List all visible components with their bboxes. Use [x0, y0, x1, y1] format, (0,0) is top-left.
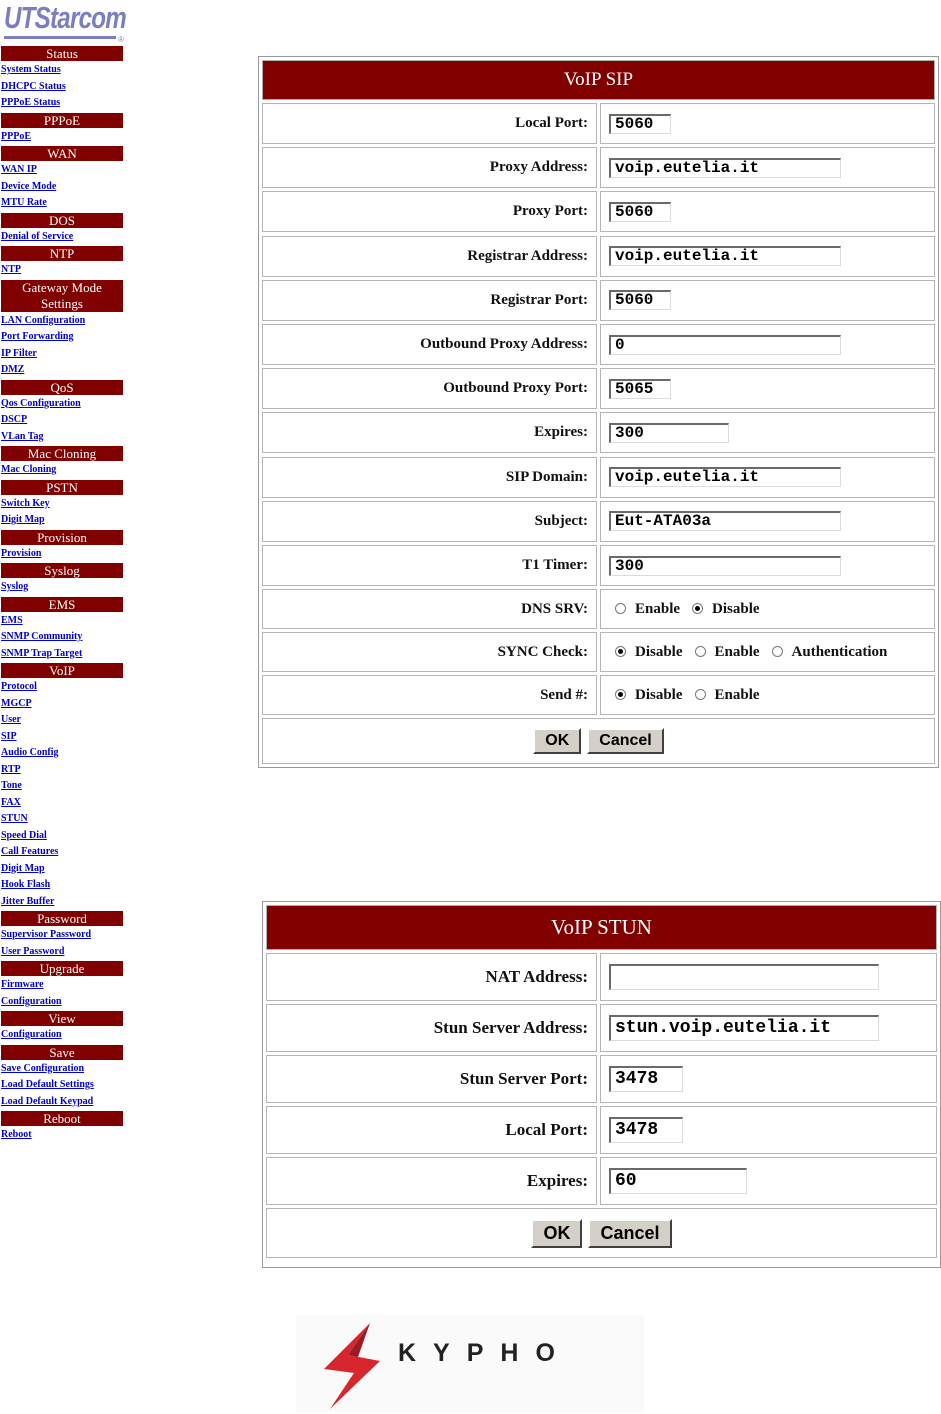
sidebar-link-wan-ip[interactable]: WAN IP: [1, 164, 37, 175]
sidebar-section-password: Password: [1, 911, 123, 926]
radio-unchecked-icon[interactable]: [772, 646, 783, 657]
sidebar-link-hook-flash[interactable]: Hook Flash: [1, 879, 51, 890]
stun-input-nat-address[interactable]: [609, 964, 879, 990]
stun-button-cell: [266, 1208, 937, 1258]
registered-mark: ®: [118, 35, 124, 44]
sidebar-link-protocol[interactable]: Protocol: [1, 681, 37, 692]
brand-name: UTStarcom: [4, 0, 126, 35]
sip-input-sip-domain[interactable]: voip.eutelia.it: [609, 467, 841, 487]
sidebar-link-mac-cloning[interactable]: Mac Cloning: [1, 464, 57, 475]
stun-cancel-button[interactable]: Cancel: [588, 1219, 671, 1248]
stun-value-cell: [600, 953, 937, 1001]
sidebar-section-save: Save: [1, 1045, 123, 1060]
sidebar-link-dhcpc-status[interactable]: DHCPC Status: [1, 80, 66, 92]
sidebar-section-reboot: Reboot: [1, 1111, 123, 1126]
sidebar-link-rtp[interactable]: RTP: [1, 763, 21, 775]
sip-value-cell: [600, 545, 935, 586]
sidebar-link-firmware[interactable]: Firmware: [1, 979, 44, 990]
skypho-s-mark-icon: [310, 1317, 410, 1414]
radio-option-enable[interactable]: [695, 644, 760, 661]
sip-label-sip-domain: SIP Domain:: [262, 457, 597, 498]
sidebar-section-ems: EMS: [1, 597, 123, 612]
stun-button-row: [266, 1208, 937, 1258]
sidebar-link-stun[interactable]: STUN: [1, 813, 28, 824]
sidebar-section-mac-cloning: Mac Cloning: [1, 446, 123, 461]
sip-label-local-port: Local Port:: [262, 103, 597, 144]
sip-row-t1-timer: [262, 545, 935, 586]
sip-label-subject: Subject:: [262, 501, 597, 542]
sidebar-link-mtu-rate[interactable]: MTU Rate: [1, 197, 47, 208]
stun-label-stun-server-port: Stun Server Port:: [266, 1055, 597, 1103]
sidebar-link-jitter-buffer[interactable]: Jitter Buffer: [1, 895, 55, 907]
sidebar-nav: [1, 45, 123, 1144]
sip-label-registrar-port: Registrar Port:: [262, 280, 597, 321]
radio-unchecked-icon[interactable]: [615, 603, 626, 614]
stun-label-nat-address: NAT Address:: [266, 953, 597, 1001]
stun-input-stun-server-address[interactable]: stun.voip.eutelia.it: [609, 1015, 879, 1041]
sip-value-cell: [600, 236, 935, 277]
radio-option-label: Disable: [712, 600, 760, 617]
sidebar-section-voip: VoIP: [1, 663, 123, 678]
skypho-logo: [296, 1315, 644, 1412]
sip-button-cell: [262, 718, 935, 764]
sip-row-send: [262, 675, 935, 715]
sip-row-sync-check: [262, 632, 935, 672]
sip-label-registrar-address: Registrar Address:: [262, 236, 597, 277]
sip-row-proxy-port: [262, 191, 935, 232]
sip-row-registrar-port: [262, 280, 935, 321]
sip-label-expires: Expires:: [262, 412, 597, 453]
sip-input-local-port[interactable]: 5060: [609, 114, 671, 134]
sidebar-link-port-forwarding[interactable]: Port Forwarding: [1, 331, 74, 342]
sidebar-link-digit-map[interactable]: Digit Map: [1, 514, 45, 525]
sip-row-registrar-address: [262, 236, 935, 277]
sidebar-link-configuration[interactable]: Configuration: [1, 995, 62, 1007]
sidebar-link-fax[interactable]: FAX: [1, 796, 21, 808]
voip-sip-panel: [258, 56, 939, 768]
stun-row-stun-server-address: [266, 1004, 937, 1052]
sidebar-link-switch-key[interactable]: Switch Key: [1, 497, 50, 509]
sip-label-sync-check: SYNC Check:: [262, 632, 597, 672]
radio-option-disable[interactable]: [615, 687, 683, 704]
sip-row-local-port: [262, 103, 935, 144]
sidebar-section-ntp: NTP: [1, 246, 123, 261]
sidebar-link-sip[interactable]: SIP: [1, 730, 17, 742]
stun-row-stun-server-port: [266, 1055, 937, 1103]
stun-value-cell: [600, 1004, 937, 1052]
sidebar-link-user-password[interactable]: User Password: [1, 945, 65, 957]
sip-button-row: [262, 718, 935, 764]
radio-option-label: Enable: [714, 643, 760, 660]
radio-option-disable[interactable]: [692, 601, 760, 618]
sip-value-cell: [600, 368, 935, 409]
stun-row-local-port: [266, 1106, 937, 1154]
sip-input-outbound-proxy-address[interactable]: 0: [609, 335, 841, 355]
sip-row-subject: [262, 501, 935, 542]
sip-value-cell: [600, 103, 935, 144]
radio-unchecked-icon[interactable]: [695, 689, 706, 700]
sidebar-link-digit-map[interactable]: Digit Map: [1, 862, 45, 874]
sip-ok-button[interactable]: OK: [533, 728, 581, 754]
stun-input-local-port[interactable]: 3478: [609, 1117, 683, 1143]
sidebar-link-snmp-trap-target[interactable]: SNMP Trap Target: [1, 647, 83, 659]
stun-input-stun-server-port[interactable]: 3478: [609, 1066, 683, 1092]
sidebar-section-qos: QoS: [1, 380, 123, 395]
radio-checked-icon[interactable]: [615, 689, 626, 700]
sidebar-link-ip-filter[interactable]: IP Filter: [1, 347, 37, 359]
stun-value-cell: [600, 1157, 937, 1205]
sip-value-cell: [600, 457, 935, 498]
sip-value-cell: [600, 324, 935, 365]
sidebar-section-wan: WAN: [1, 146, 123, 161]
sip-label-send: Send #:: [262, 675, 597, 715]
sip-input-outbound-proxy-port[interactable]: 5065: [609, 379, 671, 399]
sip-row-expires: [262, 412, 935, 453]
radio-option-label: Disable: [635, 686, 683, 703]
sidebar-link-vlan-tag[interactable]: VLan Tag: [1, 430, 44, 442]
skypho-wordmark: KYPHO: [398, 1339, 572, 1367]
sidebar-link-audio-config[interactable]: Audio Config: [1, 747, 59, 758]
sidebar-link-qos-configuration[interactable]: Qos Configuration: [1, 397, 81, 409]
sip-label-proxy-address: Proxy Address:: [262, 147, 597, 188]
logo-underline: [4, 36, 116, 39]
sidebar-link-speed-dial[interactable]: Speed Dial: [1, 829, 47, 841]
radio-checked-icon[interactable]: [615, 646, 626, 657]
sip-label-t1-timer: T1 Timer:: [262, 545, 597, 586]
sidebar-link-provision[interactable]: Provision: [1, 547, 42, 559]
sidebar-link-system-status[interactable]: System Status: [1, 64, 61, 75]
utstarcom-logo: [4, 2, 124, 44]
sip-cancel-button[interactable]: Cancel: [587, 728, 663, 754]
sip-input-t1-timer[interactable]: 300: [609, 556, 841, 576]
stun-row-expires: [266, 1157, 937, 1205]
sidebar-link-reboot[interactable]: Reboot: [1, 1129, 32, 1140]
sip-value-cell: [600, 147, 935, 188]
sidebar-link-configuration[interactable]: Configuration: [1, 1029, 62, 1040]
sip-input-proxy-address[interactable]: voip.eutelia.it: [609, 158, 841, 178]
radio-option-label: Authentication: [791, 643, 888, 660]
sidebar-section-view: View: [1, 1011, 123, 1026]
stun-row-nat-address: [266, 953, 937, 1001]
sidebar-link-device-mode[interactable]: Device Mode: [1, 180, 57, 192]
sip-input-registrar-port[interactable]: 5060: [609, 290, 671, 310]
sidebar-link-user[interactable]: User: [1, 714, 21, 725]
sidebar-section-upgrade: Upgrade: [1, 961, 123, 976]
sip-input-registrar-address[interactable]: voip.eutelia.it: [609, 246, 841, 266]
sidebar-link-snmp-community[interactable]: SNMP Community: [1, 631, 83, 642]
sidebar-link-call-features[interactable]: Call Features: [1, 846, 59, 857]
sidebar-section-gateway-mode-settings: Gateway Mode Settings: [1, 280, 123, 312]
stun-ok-button[interactable]: OK: [531, 1219, 582, 1248]
sidebar-link-lan-configuration[interactable]: LAN Configuration: [1, 314, 86, 326]
sip-label-outbound-proxy-address: Outbound Proxy Address:: [262, 324, 597, 365]
sidebar-link-pppoe-status[interactable]: PPPoE Status: [1, 97, 61, 108]
sidebar-link-denial-of-service[interactable]: Denial of Service: [1, 230, 74, 242]
sip-value-cell: [600, 501, 935, 542]
sip-row-outbound-proxy-port: [262, 368, 935, 409]
radio-option-authentication[interactable]: [772, 644, 888, 661]
stun-label-expires: Expires:: [266, 1157, 597, 1205]
sidebar-link-ems[interactable]: EMS: [1, 614, 23, 626]
sip-row-dns-srv: [262, 589, 935, 629]
sidebar-link-dscp[interactable]: DSCP: [1, 414, 28, 425]
sip-row-sip-domain: [262, 457, 935, 498]
sip-row-proxy-address: [262, 147, 935, 188]
sip-input-subject[interactable]: Eut-ATA03a: [609, 511, 841, 531]
sidebar-section-pppoe: PPPoE: [1, 113, 123, 128]
stun-value-cell: [600, 1106, 937, 1154]
sidebar-section-dos: DOS: [1, 213, 123, 228]
sip-radio-cell-sync-check: [600, 632, 935, 672]
sip-label-outbound-proxy-port: Outbound Proxy Port:: [262, 368, 597, 409]
sip-label-proxy-port: Proxy Port:: [262, 191, 597, 232]
stun-label-local-port: Local Port:: [266, 1106, 597, 1154]
sidebar-link-tone[interactable]: Tone: [1, 780, 22, 791]
radio-option-disable[interactable]: [615, 644, 683, 661]
sidebar-section-syslog: Syslog: [1, 563, 123, 578]
sidebar-section-pstn: PSTN: [1, 480, 123, 495]
sip-input-proxy-port[interactable]: 5060: [609, 202, 671, 222]
sidebar-link-supervisor-password[interactable]: Supervisor Password: [1, 929, 92, 940]
sip-row-outbound-proxy-address: [262, 324, 935, 365]
voip-stun-panel: [262, 901, 941, 1268]
sip-label-dns-srv: DNS SRV:: [262, 589, 597, 629]
sidebar-link-save-configuration[interactable]: Save Configuration: [1, 1062, 85, 1074]
sip-radio-cell-dns-srv: [600, 589, 935, 629]
radio-option-enable[interactable]: [695, 687, 760, 704]
sip-value-cell: [600, 191, 935, 232]
sidebar-link-mgcp[interactable]: MGCP: [1, 697, 32, 709]
sidebar-link-ntp[interactable]: NTP: [1, 264, 21, 275]
sidebar-link-load-default-settings[interactable]: Load Default Settings: [1, 1079, 94, 1090]
sidebar-link-pppoe[interactable]: PPPoE: [1, 130, 31, 142]
radio-option-label: Enable: [635, 600, 681, 617]
voip-stun-title: VoIP STUN: [266, 905, 937, 950]
radio-option-enable[interactable]: [615, 601, 680, 618]
sidebar-section-provision: Provision: [1, 530, 123, 545]
sidebar-link-dmz[interactable]: DMZ: [1, 364, 25, 375]
stun-value-cell: [600, 1055, 937, 1103]
sidebar-link-syslog[interactable]: Syslog: [1, 581, 29, 592]
sidebar-link-load-default-keypad[interactable]: Load Default Keypad: [1, 1095, 94, 1107]
radio-checked-icon[interactable]: [692, 603, 703, 614]
sip-value-cell: [600, 280, 935, 321]
radio-unchecked-icon[interactable]: [695, 646, 706, 657]
radio-option-label: Enable: [714, 686, 760, 703]
voip-sip-title: VoIP SIP: [262, 60, 935, 100]
stun-input-expires[interactable]: 60: [609, 1168, 747, 1194]
sip-radio-cell-send: [600, 675, 935, 715]
sidebar-section-status: Status: [1, 46, 123, 61]
stun-label-stun-server-address: Stun Server Address:: [266, 1004, 597, 1052]
sip-input-expires[interactable]: 300: [609, 423, 729, 443]
sip-value-cell: [600, 412, 935, 453]
radio-option-label: Disable: [635, 643, 683, 660]
